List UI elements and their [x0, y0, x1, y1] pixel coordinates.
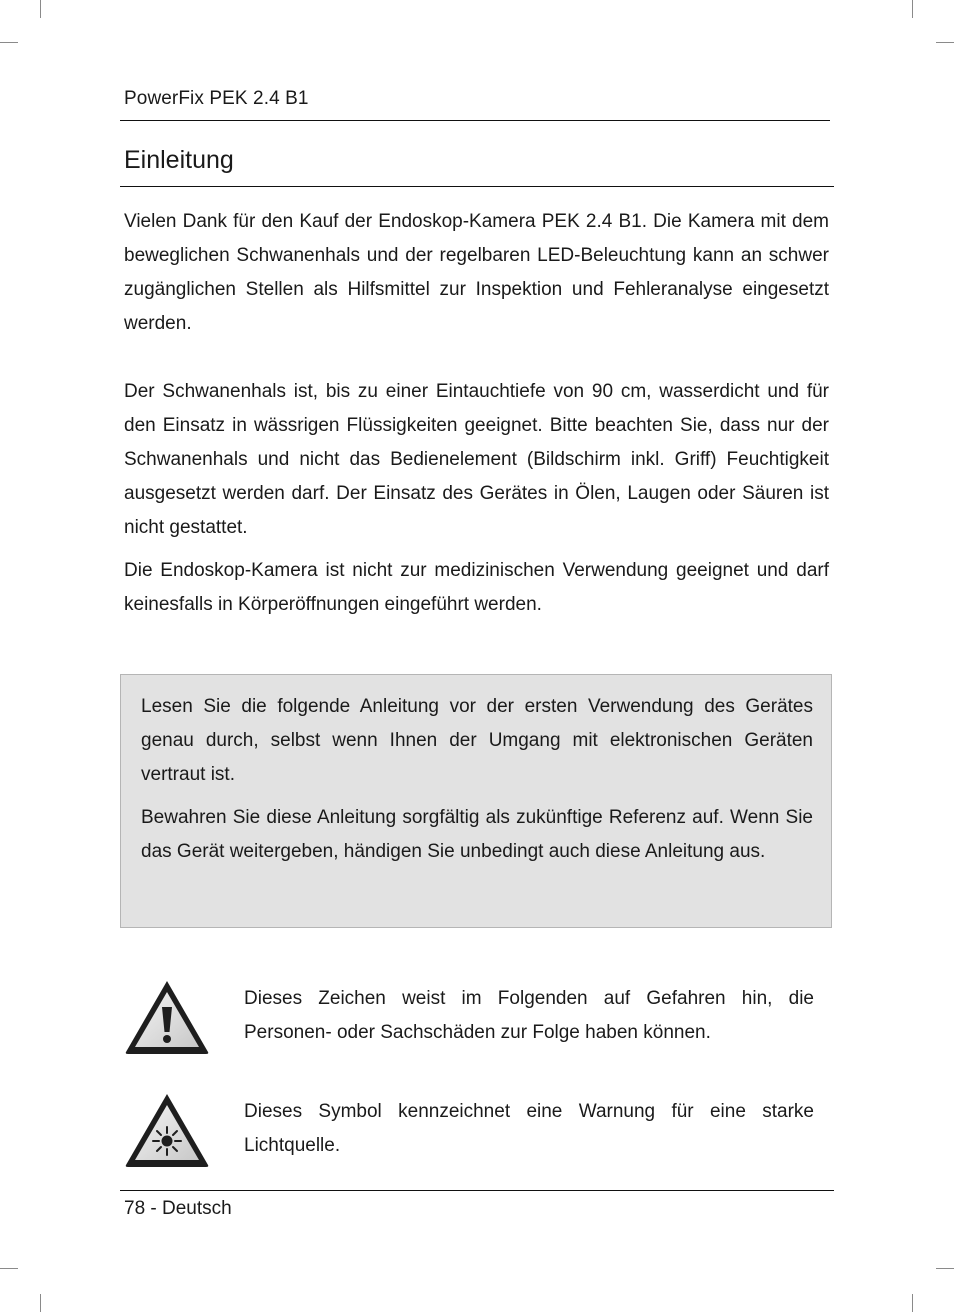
crop-mark	[912, 0, 913, 18]
crop-mark	[0, 42, 18, 43]
crop-mark	[0, 1268, 18, 1269]
symbol-description: Dieses Symbol kennzeichnet eine Warnung für eine starke Lichtquelle.	[244, 1101, 814, 1156]
intro-paragraph: Vielen Dank für den Kauf der Endoskop-Kamera PEK 2.4 B1. Die Kamera mit dem beweglichen Schwanenhals und der regelbaren LED-Beleuchtung kann an schwer zugänglichen Stellen als Hilfsmittel zur Inspektion und Fehleranalyse eingesetzt werden.	[124, 211, 829, 334]
bright-light-warning-icon	[124, 1092, 210, 1168]
waterproof-paragraph: Der Schwanenhals ist, bis zu einer Eintauchtiefe von 90 cm, wasserdicht und für den Einsatz in wässrigen Flüssigkeiten geeignet. Bitte beachten Sie, dass nur der Schwanenhals und nicht das Bedienelement (Bildschirm inkl. Griff) Feuchtigkeit ausgesetzt werden darf. Der Einsatz des Gerätes in Ölen, Laugen oder Säuren ist nicht gestattet.	[124, 381, 829, 538]
crop-mark	[40, 1294, 41, 1312]
symbol-description: Dieses Zeichen weist im Folgenden auf Gefahren hin, die Personen- oder Sachschäden zur Folge haben können.	[244, 988, 814, 1043]
notice-box	[120, 674, 832, 928]
section-title: Einleitung	[124, 146, 234, 174]
page-number: 78 - Deutsch	[124, 1198, 232, 1219]
section-rule	[120, 186, 834, 187]
warning-exclamation-icon	[124, 979, 210, 1055]
notice-paragraph: Bewahren Sie diese Anleitung sorgfältig als zukünftige Referenz auf. Wenn Sie das Gerät weitergeben, händigen Sie unbedingt auch diese Anleitung aus.	[141, 807, 813, 862]
crop-mark	[912, 1294, 913, 1312]
running-header: PowerFix PEK 2.4 B1	[124, 88, 309, 109]
notice-paragraph: Lesen Sie die folgende Anleitung vor der ersten Verwendung des Gerätes genau durch, selbst wenn Ihnen der Umgang mit elektronischen Geräten vertraut ist.	[141, 696, 813, 785]
header-rule	[120, 120, 830, 121]
crop-mark	[936, 42, 954, 43]
crop-mark	[40, 0, 41, 18]
footer-rule	[120, 1190, 834, 1191]
medical-paragraph: Die Endoskop-Kamera ist nicht zur medizinischen Verwendung geeignet und darf keinesfalls in Körperöffnungen eingeführt werden.	[124, 560, 829, 615]
crop-mark	[936, 1268, 954, 1269]
